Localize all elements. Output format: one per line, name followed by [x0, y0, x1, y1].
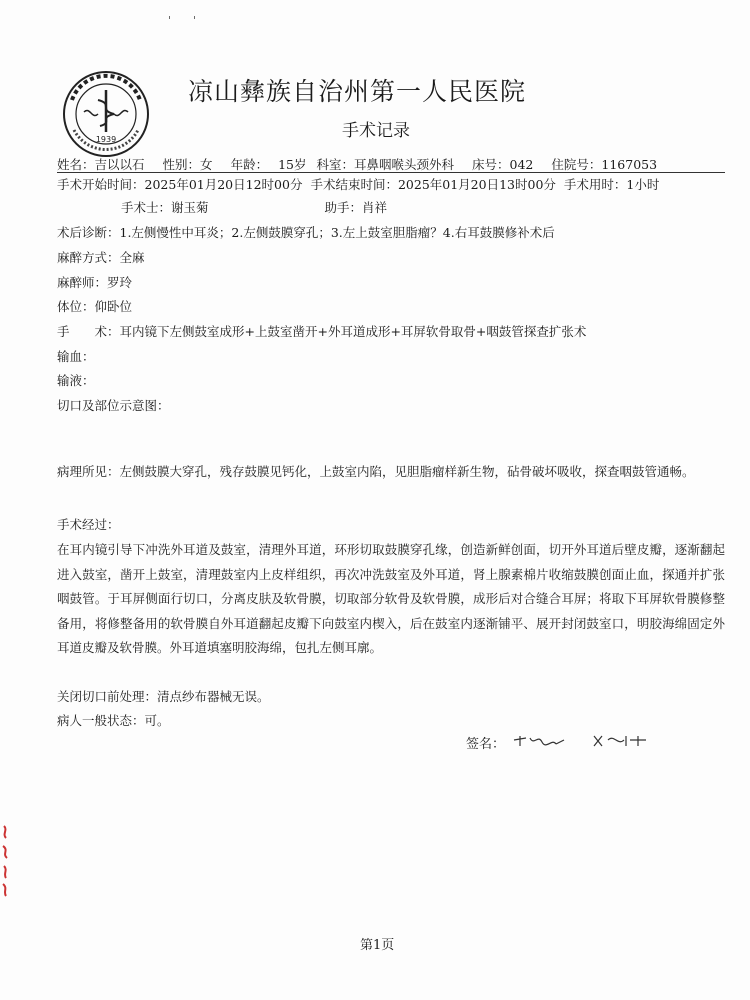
- document-title: 手术记录: [342, 121, 410, 141]
- signature-scribble-1: [512, 732, 567, 750]
- admission-label: 住院号：: [551, 157, 602, 172]
- time-row: [57, 175, 659, 193]
- assistant-label: 助手：: [324, 200, 363, 215]
- infusion: 输液：: [57, 373, 95, 388]
- start-label: 手术开始时间：: [57, 177, 145, 192]
- header-divider: [57, 172, 725, 173]
- anesthesia-method: 麻醉方式：全麻: [57, 250, 145, 265]
- anesthesiologist: 麻醉师：罗玲: [57, 275, 133, 290]
- hospital-emblem-icon: [62, 70, 150, 158]
- patient-name: 吉以以石: [94, 157, 145, 172]
- patient-sex: 女: [200, 157, 213, 172]
- procedure-label: 手术经过：: [57, 517, 120, 532]
- dept-label: 科室：: [316, 157, 354, 172]
- binding-marks: [0, 820, 16, 900]
- patient-dept: 耳鼻咽喉头颈外科: [354, 157, 455, 172]
- patient-info-row: [57, 155, 657, 173]
- nurse-label: 手术士：: [121, 200, 172, 215]
- end-time: 2025年01月20日13时00分: [397, 177, 556, 192]
- nurse-name: 谢玉菊: [171, 200, 209, 215]
- age-label: 年龄：: [230, 157, 269, 172]
- body-position: 体位：仰卧位: [57, 299, 133, 314]
- bed-label: 床号：: [472, 157, 510, 172]
- start-time: 2025年01月20日12时00分: [144, 177, 303, 192]
- staff-row: [121, 198, 387, 216]
- general-state: 病人一般状态：可。: [57, 713, 170, 728]
- pathology-findings: 病理所见：左侧鼓膜大穿孔，残存鼓膜见钙化，上鼓室内陷，见胆脂瘤样新生物，砧骨破坏吸收，探查咽鼓管通畅。: [57, 464, 695, 479]
- page-number: 第1页: [360, 938, 395, 953]
- patient-bed: 042: [509, 157, 534, 172]
- incision-diagram-label: 切口及部位示意图：: [57, 398, 170, 413]
- closing-check: 关闭切口前处理：清点纱布器械无误。: [57, 689, 270, 704]
- procedure-text: 在耳内镜引导下冲洗外耳道及鼓室，清理外耳道，环形切取鼓膜穿孔缘，创造新鲜创面，切开外耳道后壁皮瓣，逐渐翻起进入鼓室，凿开上鼓室，清理鼓室内上皮样组织，再次冲洗鼓室及外耳道，肾上腺素棉片收缩鼓膜创面止血，探通并扩张咽鼓管。于耳屏侧面行切口，分离皮肤及软骨膜，切取部分软骨及软骨膜，成形后对合缝合耳屏；将取下耳屏软骨膜修整备用，将修整备用的软骨膜自外耳道翻起皮瓣下向鼓室内楔入，后在鼓室内逐渐铺平、展开封闭鼓室口，明胶海绵固定外耳道皮瓣及软骨膜。外耳道填塞明胶海绵，包扎左侧耳廓。: [57, 542, 725, 655]
- scan-marks: ' ': [168, 14, 197, 27]
- patient-age: 15岁: [278, 157, 307, 172]
- assistant-name: 肖祥: [362, 200, 388, 215]
- surgery-name: 手 术：耳内镜下左侧鼓室成形+上鼓室凿开+外耳道成形+耳屏软骨取骨+咽鼓管探查扩张术: [57, 324, 587, 339]
- duration: 1小时: [626, 177, 660, 192]
- name-label: 姓名：: [57, 157, 95, 172]
- postoperative-diagnosis: 术后诊断：1.左侧慢性中耳炎；2.左侧鼓膜穿孔；3.左上鼓室胆脂瘤？4.右耳鼓膜修补术后: [57, 225, 555, 240]
- logo-year: 1939: [95, 135, 117, 144]
- end-label: 手术结束时间：: [310, 177, 398, 192]
- sex-label: 性别：: [162, 157, 201, 172]
- signature-label: 签名：: [466, 737, 506, 752]
- signature-scribble-2: [590, 732, 650, 750]
- hospital-name: 凉山彝族自治州第一人民医院: [188, 77, 527, 106]
- patient-admission: 1167053: [601, 157, 658, 172]
- blood-transfusion: 输血：: [57, 349, 95, 364]
- duration-label: 手术用时：: [563, 177, 627, 192]
